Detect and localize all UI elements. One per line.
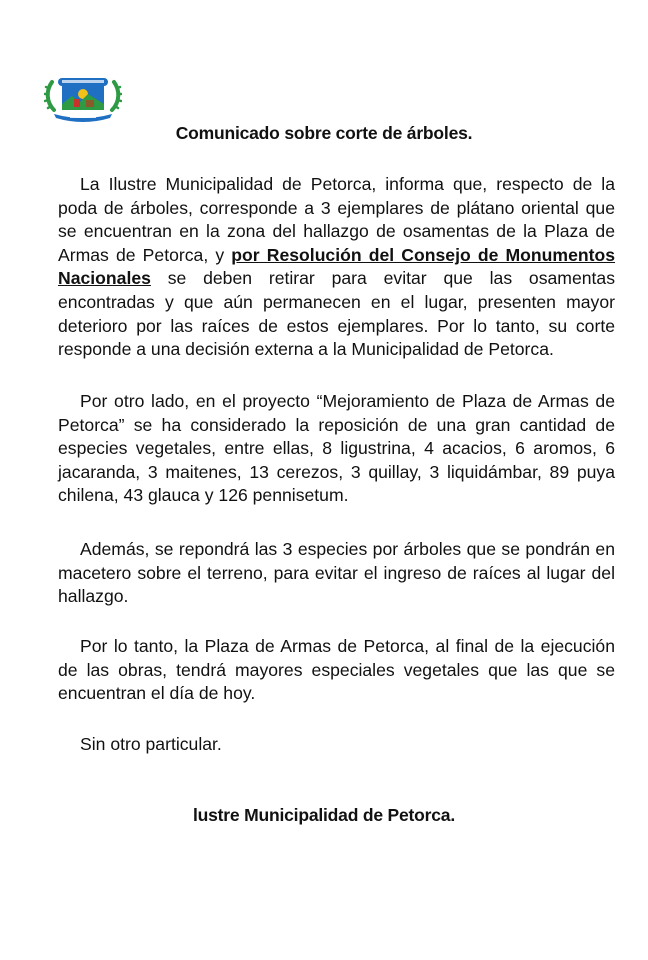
paragraph-4 (58, 635, 615, 706)
paragraph-1-before: La Ilustre Municipalidad de Petorca, informa que, respecto de la poda de árboles, corresponde a 3 ejemplares de plátano oriental que se encuentran en la zona del hallazgo de osamentas de la Plaza de Armas de Petorca, y (58, 174, 615, 265)
paragraph-2-text: Por otro lado, en el proyecto “Mejoramiento de Plaza de Armas de Petorca” se ha considerado la reposición de una gran cantidad de especies vegetales, entre ellas, 8 ligustrina, 4 acacios, 6 aromos, 6 jacaranda, 3 maitenes, 13 cerezos, 3 quillay, 3 liquidámbar, 89 puya chilena, 43 glauca y 126 pennisetum. (58, 391, 615, 506)
paragraph-3-text: Además, se repondrá las 3 especies por árboles que se pondrán en macetero sobre el terreno, para evitar el ingreso de raíces al lugar del hallazgo. (58, 539, 615, 607)
paragraph-2 (58, 390, 615, 508)
signature: lustre Municipalidad de Petorca. (193, 805, 455, 825)
paragraph-3 (58, 538, 615, 609)
document-title: Comunicado sobre corte de árboles. (175, 123, 473, 143)
closing-text: Sin otro particular. (80, 734, 222, 754)
resolution-emphasis: por Resolución del Consejo de Monumentos Nacionales (58, 244, 615, 289)
paragraph-4-text: Por lo tanto, la Plaza de Armas de Petorca, al final de la ejecución de las obras, tendrá mayores especiales vegetales que las que se encuentran el día de hoy. (58, 636, 615, 704)
paragraph-1 (58, 173, 615, 362)
municipal-crest-icon (44, 72, 122, 124)
paragraph-1-after: se deben retirar para evitar que las osamentas encontradas y que aún permanecen en el lugar, presenten mayor deterioro por las raíces de estos ejemplares. Por lo tanto, su corte responde a una decisión externa a la Municipalidad de Petorca. (58, 268, 615, 360)
closing-line (58, 733, 615, 757)
